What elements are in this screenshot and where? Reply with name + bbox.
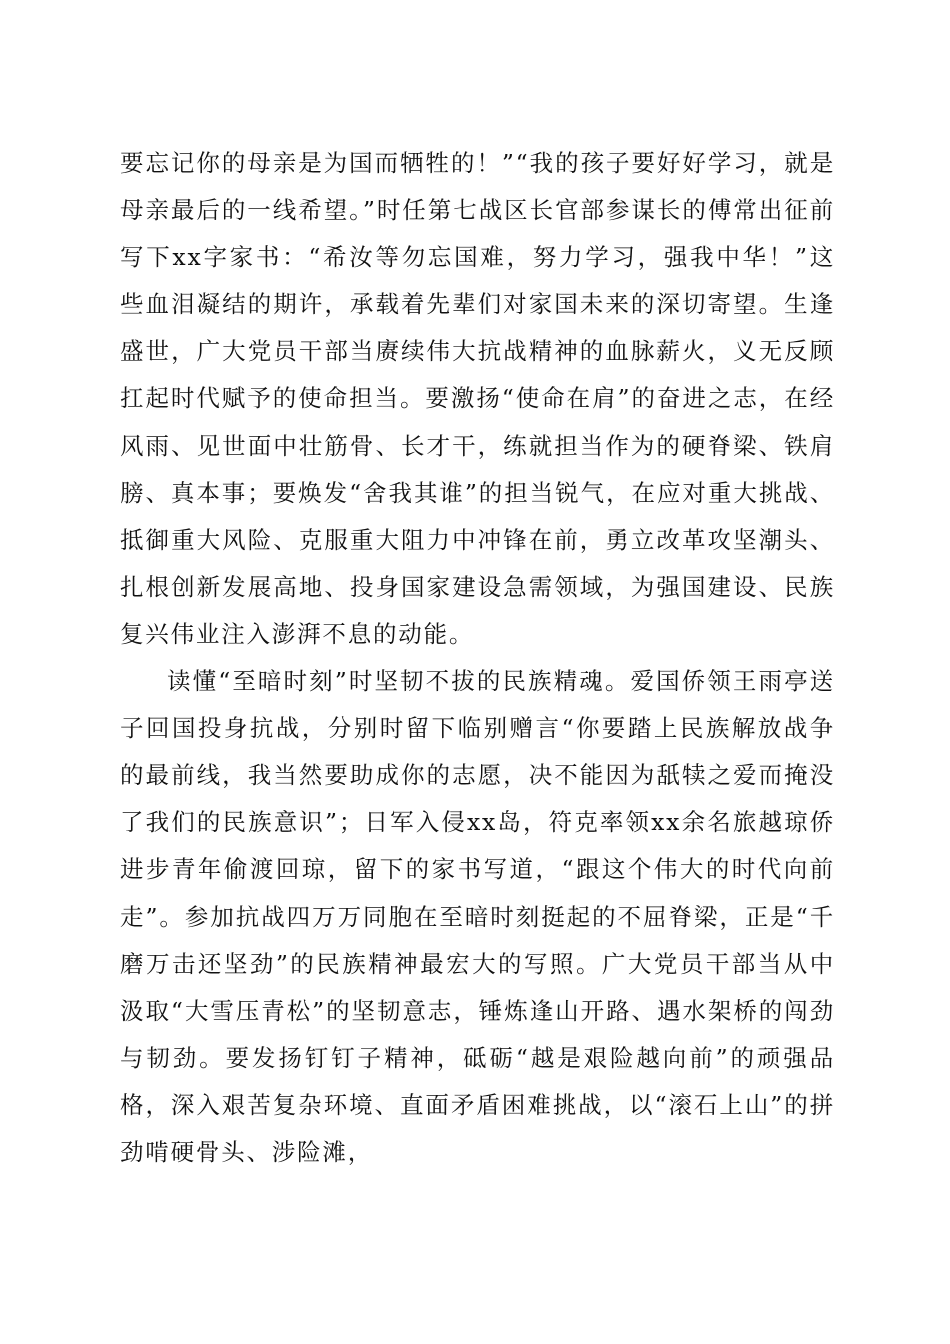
paragraph-national-spirit: 读懂“至暗时刻”时坚韧不拔的民族精魂。爱国侨领王雨亭送子回国投身抗战，分别时留下临别赠言“你要踏上民族解放战争的最前线，我当然要助成你的志愿，决不能因为舐犊之爱而掩没了我们的民族意识”；日军入侵xx岛，符克率领xx余名旅越琼侨进步青年偷渡回琼，留下的家书写道，“跟这个伟大的时代向前走”。参加抗战四万万同胞在至暗时刻挺起的不屈脊梁，正是“千磨万击还坚劲”的民族精神最宏大的写照。广大党员干部当从中汲取“大雪压青松”的坚韧意志，锤炼逢山开路、遇水架桥的闯劲与韧劲。要发扬钉钉子精神，砥砺“越是艰险越向前”的顽强品格，深入艰苦复杂环境、直面矛盾困难挑战，以“滚石上山”的拼劲啃硬骨头、涉险滩， <box>120 667 835 1166</box>
paragraph-family-letters: 要忘记你的母亲是为国而牺牲的！”“我的孩子要好好学习，就是母亲最后的一线希望。”时任第七战区长官部参谋长的傅常出征前写下xx字家书：“希汝等勿忘国难，努力学习，强我中华！”这些血泪凝结的期许，承载着先辈们对家国未来的深切寄望。生逢盛世，广大党员干部当赓续伟大抗战精神的血脉薪火，义无反顾扛起时代赋予的使命担当。要激扬“使命在肩”的奋进之志，在经风雨、见世面中壮筋骨、长才干，练就担当作为的硬脊梁、铁肩膀、真本事；要焕发“舍我其谁”的担当锐气，在应对重大挑战、抵御重大风险、克服重大阻力中冲锋在前，勇立改革攻坚潮头、扎根创新发展高地、投身国家建设急需领域，为强国建设、民族复兴伟业注入澎湃不息的动能。 <box>120 149 835 648</box>
document-body <box>120 140 835 1176</box>
